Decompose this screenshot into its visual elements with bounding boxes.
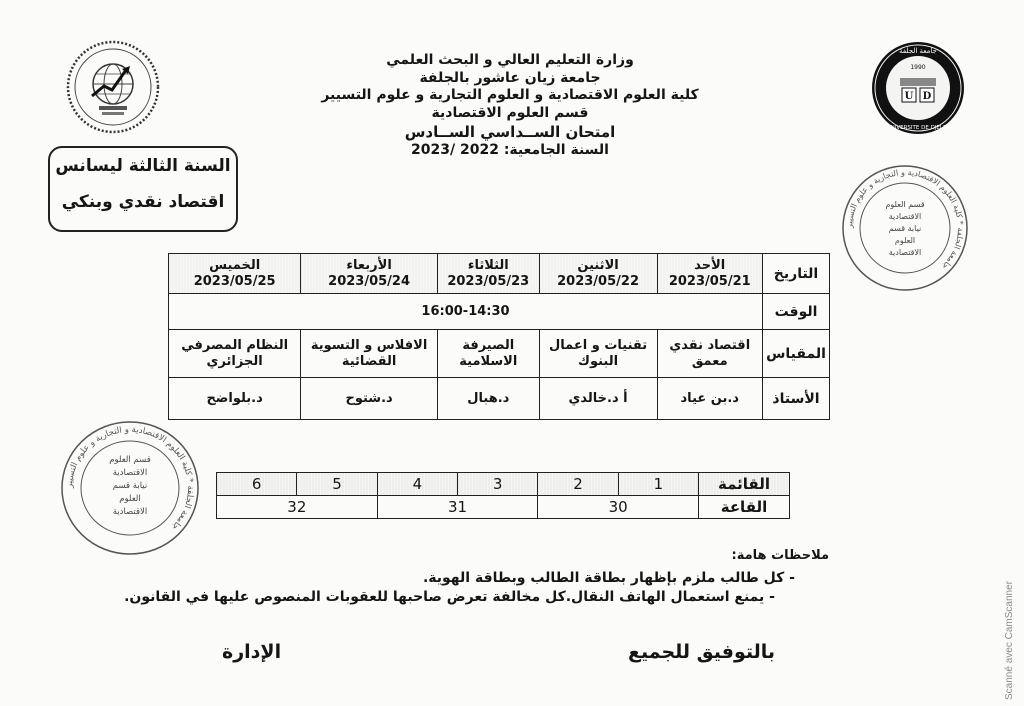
row-label-teacher: الأستاذ — [763, 378, 830, 420]
program-box — [48, 146, 238, 232]
svg-text:قسم العلوم: قسم العلوم — [885, 200, 925, 209]
svg-text:الاقتصادية: الاقتصادية — [112, 468, 148, 478]
scanner-watermark: Scanné avec CamScanner — [1004, 581, 1015, 700]
list-number: 4 — [377, 473, 457, 496]
note-item: - يمنع استعمال الهاتف النقال.كل مخالفة تعرض صاحبها للعقوبات المنصوص عليها في القانون. — [124, 589, 775, 605]
svg-text:الاقتصادية: الاقتصادية — [888, 248, 922, 257]
rooms-table — [216, 472, 790, 519]
logo-letter-u: U — [904, 91, 914, 102]
row-label-module: المقياس — [763, 330, 830, 378]
important-notes — [124, 548, 829, 607]
lists-row — [217, 473, 790, 496]
day-cell: الأحد 2023/05/21 — [657, 254, 763, 294]
exam-time: 16:00-14:30 — [169, 294, 763, 330]
svg-text:الاقتصادية: الاقتصادية — [888, 212, 922, 221]
list-number: 5 — [297, 473, 377, 496]
list-number: 2 — [538, 473, 618, 496]
svg-text:الاقتصادية: الاقتصادية — [112, 507, 148, 517]
svg-text:العلوم: العلوم — [119, 494, 141, 504]
teacher-cell: د.هبال — [437, 378, 539, 420]
exam-schedule-table — [168, 253, 830, 420]
svg-text:العلوم: العلوم — [894, 236, 916, 245]
department-stamp-bottom — [58, 418, 202, 558]
university-logo — [870, 40, 966, 136]
room-row — [217, 496, 790, 519]
teacher-cell: د.بلواضح — [169, 378, 301, 420]
room-label: القاعة — [699, 496, 790, 519]
row-label-date: التاريخ — [763, 254, 830, 294]
module-cell: الافلاس و التسوية القضائية — [301, 330, 438, 378]
time-row — [169, 294, 830, 330]
logo-letter-d: D — [922, 91, 932, 102]
day-cell: الأربعاء 2023/05/24 — [301, 254, 438, 294]
module-cell: اقتصاد نقدي معمق — [657, 330, 763, 378]
program-level: السنة الثالثة ليسانس — [55, 156, 231, 176]
document-header — [290, 52, 730, 159]
stamp-ring-text: جامعة الجلفة * كلية العلوم الاقتصادية و التجارية و علوم التسيير — [64, 424, 196, 532]
teacher-cell: د.بن عياد — [657, 378, 763, 420]
department-stamp-top — [840, 163, 970, 293]
list-number: 1 — [618, 473, 698, 496]
note-item: - كل طالب ملزم بإظهار بطاقة الطالب وبطاقة الهوية. — [422, 570, 795, 586]
list-number: 3 — [458, 473, 538, 496]
room-number: 31 — [377, 496, 538, 519]
module-row — [169, 330, 830, 378]
svg-text:نيابة قسم: نيابة قسم — [112, 481, 148, 491]
academic-year: السنة الجامعية: 2022 /2023 — [411, 141, 609, 158]
teacher-cell: د.شتوح — [301, 378, 438, 420]
room-number: 32 — [217, 496, 378, 519]
day-cell: الخميس 2023/05/25 — [169, 254, 301, 294]
closing-wish: بالتوفيق للجميع — [628, 641, 776, 663]
program-specialty: اقتصاد نقدي وبنكي — [61, 192, 225, 212]
teacher-cell: أ د.خالدي — [539, 378, 657, 420]
administration-signature: الإدارة — [222, 641, 282, 663]
stamp-ring-text: جامعة الجلفة * كلية العلوم الاقتصادية و التجارية و علوم التسيير — [844, 167, 966, 272]
notes-title: ملاحظات هامة: — [731, 548, 829, 563]
module-cell: تقنيات و اعمال البنوك — [539, 330, 657, 378]
date-row — [169, 254, 830, 294]
list-number: 6 — [217, 473, 297, 496]
svg-text:قسم العلوم: قسم العلوم — [109, 455, 151, 465]
list-label: القائمة — [699, 473, 790, 496]
faculty-name: كلية العلوم الاقتصادية و العلوم التجارية و علوم التسيير — [321, 87, 699, 103]
logo-bottom-text: UNIVERSITE DE DJELFA — [886, 125, 950, 131]
university-name: جامعة زيان عاشور بالجلفة — [419, 69, 601, 86]
day-cell: الثلاثاء 2023/05/23 — [437, 254, 539, 294]
svg-text:نيابة قسم: نيابة قسم — [888, 224, 922, 233]
module-cell: النظام المصرفي الجزائري — [169, 330, 301, 378]
ministry-name: وزارة التعليم العالي و البحث العلمي — [386, 52, 634, 68]
teacher-row — [169, 378, 830, 420]
day-cell: الاثنين 2023/05/22 — [539, 254, 657, 294]
exam-title: امتحان الســداسي الســادس — [404, 123, 616, 141]
logo-year: 1990 — [910, 64, 926, 71]
room-number: 30 — [538, 496, 699, 519]
row-label-time: الوقت — [763, 294, 830, 330]
department-name: قسم العلوم الاقتصادية — [431, 104, 589, 121]
module-cell: الصيرفة الاسلامية — [437, 330, 539, 378]
logo-top-text: جامعة الجلفة — [899, 47, 937, 55]
faculty-logo — [66, 40, 160, 134]
